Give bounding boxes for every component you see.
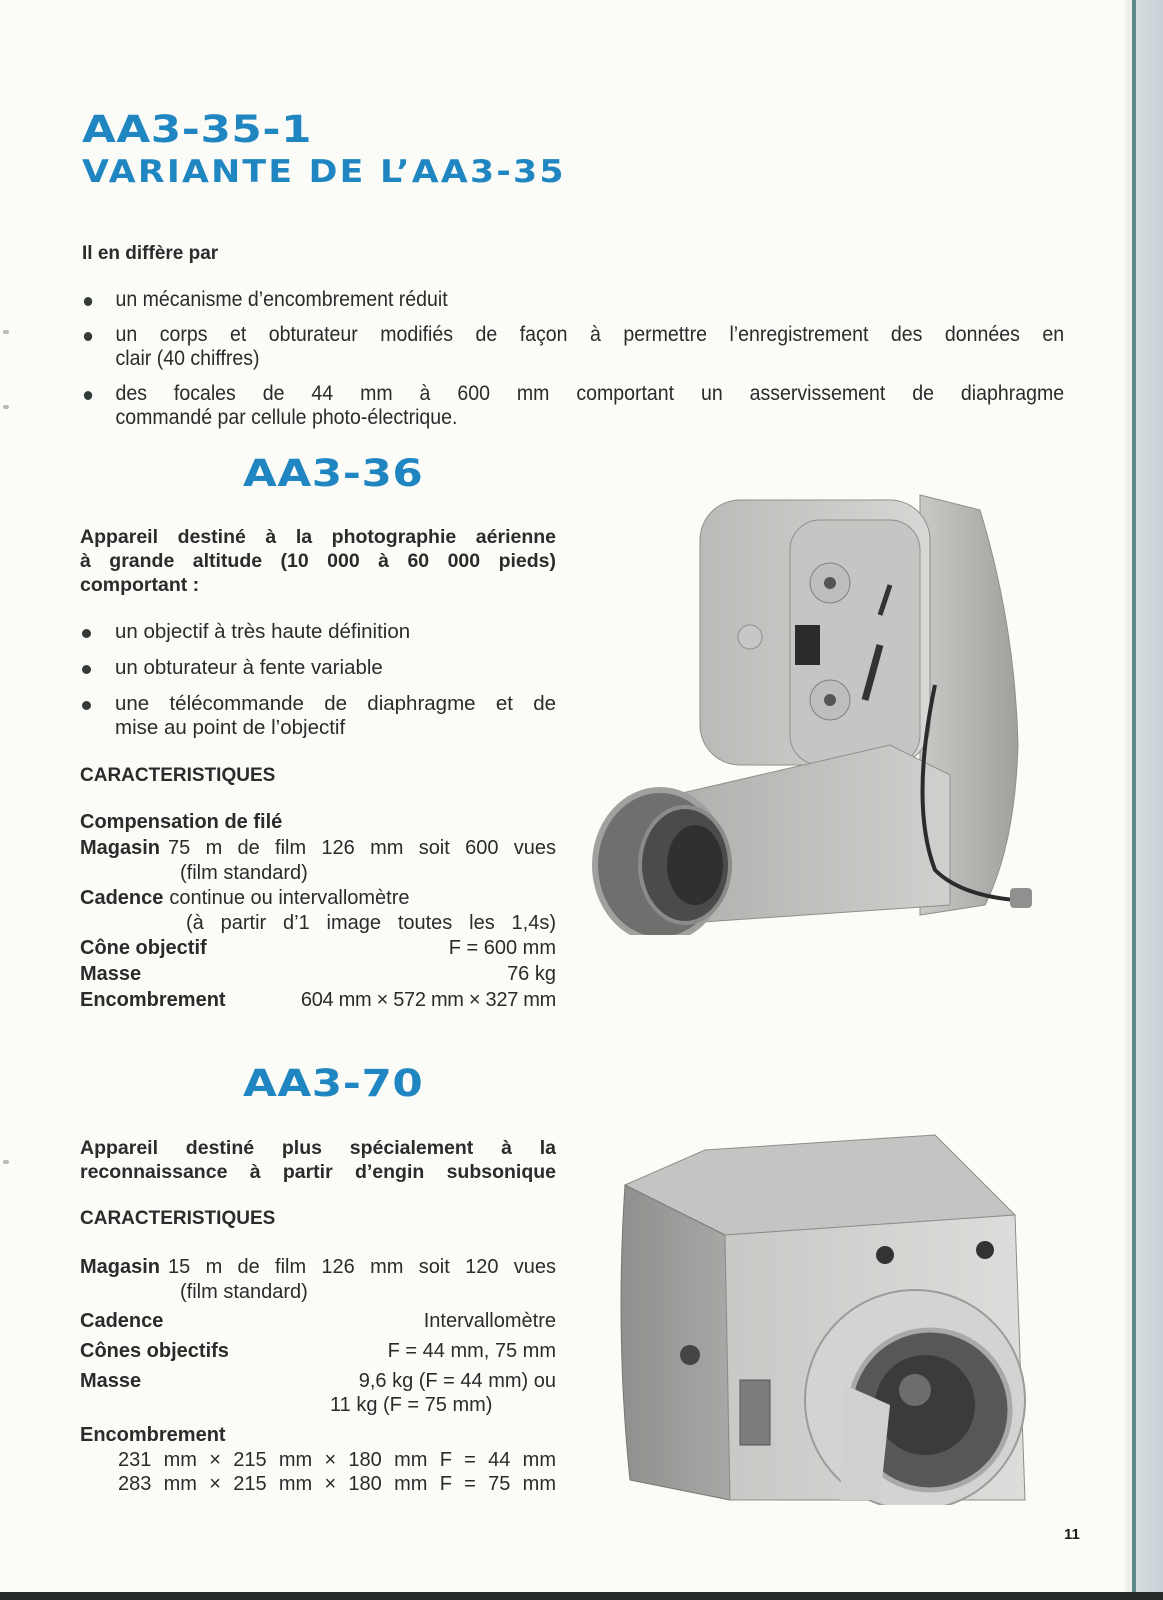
spec-row-cadence: Cadence continue ou intervallomètre: [80, 887, 410, 909]
spec-row-magasin: Magasin 75 m de film 126 mm soit 600 vues: [80, 837, 556, 859]
section-title-aa3-70: AA3-70: [243, 1062, 424, 1105]
spec-row-magasin: Magasin 15 m de film 126 mm soit 120 vues: [80, 1256, 556, 1278]
bullet-icon: [82, 629, 91, 638]
page-edge: [1125, 0, 1132, 1592]
aa3-36-specs: Compensation de filé Magasin 75 m de film 126 mm soit 600 vues (film standard) Cadence continue ou intervallomètre (à partir d’1 image toutes les 1,4s) Cône objectif F = 600 mm Masse 76 kg Encombrement 604 mm × 572 mm × 327 mm: [80, 811, 556, 1011]
aa3-36-description: Appareil destiné à la photographie aérienne à grande altitude (10 000 à 60 000 pieds) comportant :: [80, 526, 556, 596]
list-item: un objectif à très haute définition: [80, 620, 556, 644]
page-mark: [3, 330, 9, 334]
scanner-background: [1136, 0, 1163, 1598]
bullet-icon: [84, 332, 92, 341]
spec-row-masse: Masse 9,6 kg (F = 44 mm) ou: [80, 1370, 556, 1392]
spec-row-cones: Cônes objectifs F = 44 mm, 75 mm: [80, 1340, 556, 1362]
scanner-bottom-edge: [0, 1592, 1163, 1600]
section-title-aa3-35-1: AA3-35-1: [82, 108, 313, 151]
list-item: un corps et obturateur modifiés de façon à permettre l’enregistrement des données en clair (40 chiffres): [82, 323, 1064, 371]
list-item: un mécanisme d’encombrement réduit: [82, 288, 1064, 312]
bullet-icon: [82, 701, 91, 710]
bullet-icon: [84, 391, 92, 400]
aa3-70-camera-photo: [595, 1105, 1035, 1505]
section-subtitle: VARIANTE DE L’AA3-35: [82, 154, 566, 190]
page-number: 11: [1064, 1526, 1080, 1543]
spec-row-cone: Cône objectif F = 600 mm: [80, 937, 556, 959]
page-mark: [3, 405, 9, 409]
aa3-36-feature-list: [80, 620, 556, 752]
list-item: un obturateur à fente variable: [80, 656, 556, 680]
spec-row-compensation: Compensation de filé: [80, 811, 283, 833]
page-mark: [3, 1160, 9, 1164]
difference-list: [82, 288, 1065, 441]
characteristics-heading: CARACTERISTIQUES: [80, 765, 276, 786]
list-item: des focales de 44 mm à 600 mm comportant un asservissement de diaphragme commandé par cellule photo-électrique.: [82, 382, 1064, 430]
spec-row-cadence: Cadence Intervallomètre: [80, 1310, 556, 1332]
section-title-aa3-36: AA3-36: [243, 452, 424, 495]
spec-row-masse: Masse 76 kg: [80, 963, 556, 985]
aa3-70-specs: Magasin 15 m de film 126 mm soit 120 vues (film standard) Cadence Intervallomètre Cônes objectifs F = 44 mm, 75 mm Masse 9,6 kg (F = 44 mm) ou 11 kg (F = 75 mm) Encombrement 231 mm × 215 mm × 180 mm F = 44 mm 283 mm × 215 mm × 180 mm F = 75 mm: [80, 1256, 556, 1495]
bullet-icon: [82, 665, 91, 674]
intro-text: Il en diffère par: [82, 243, 219, 264]
bullet-icon: [84, 297, 92, 306]
spec-row-encombrement: Encombrement: [80, 1424, 226, 1446]
characteristics-heading: CARACTERISTIQUES: [80, 1208, 276, 1229]
aa3-70-description: Appareil destiné plus spécialement à la reconnaissance à partir d’engin subsonique: [80, 1137, 556, 1183]
aa3-36-camera-photo: [590, 485, 1050, 935]
spec-row-encombrement: Encombrement 604 mm × 572 mm × 327 mm: [80, 989, 556, 1011]
list-item: une télécommande de diaphragme et de mise au point de l’objectif: [80, 692, 556, 740]
